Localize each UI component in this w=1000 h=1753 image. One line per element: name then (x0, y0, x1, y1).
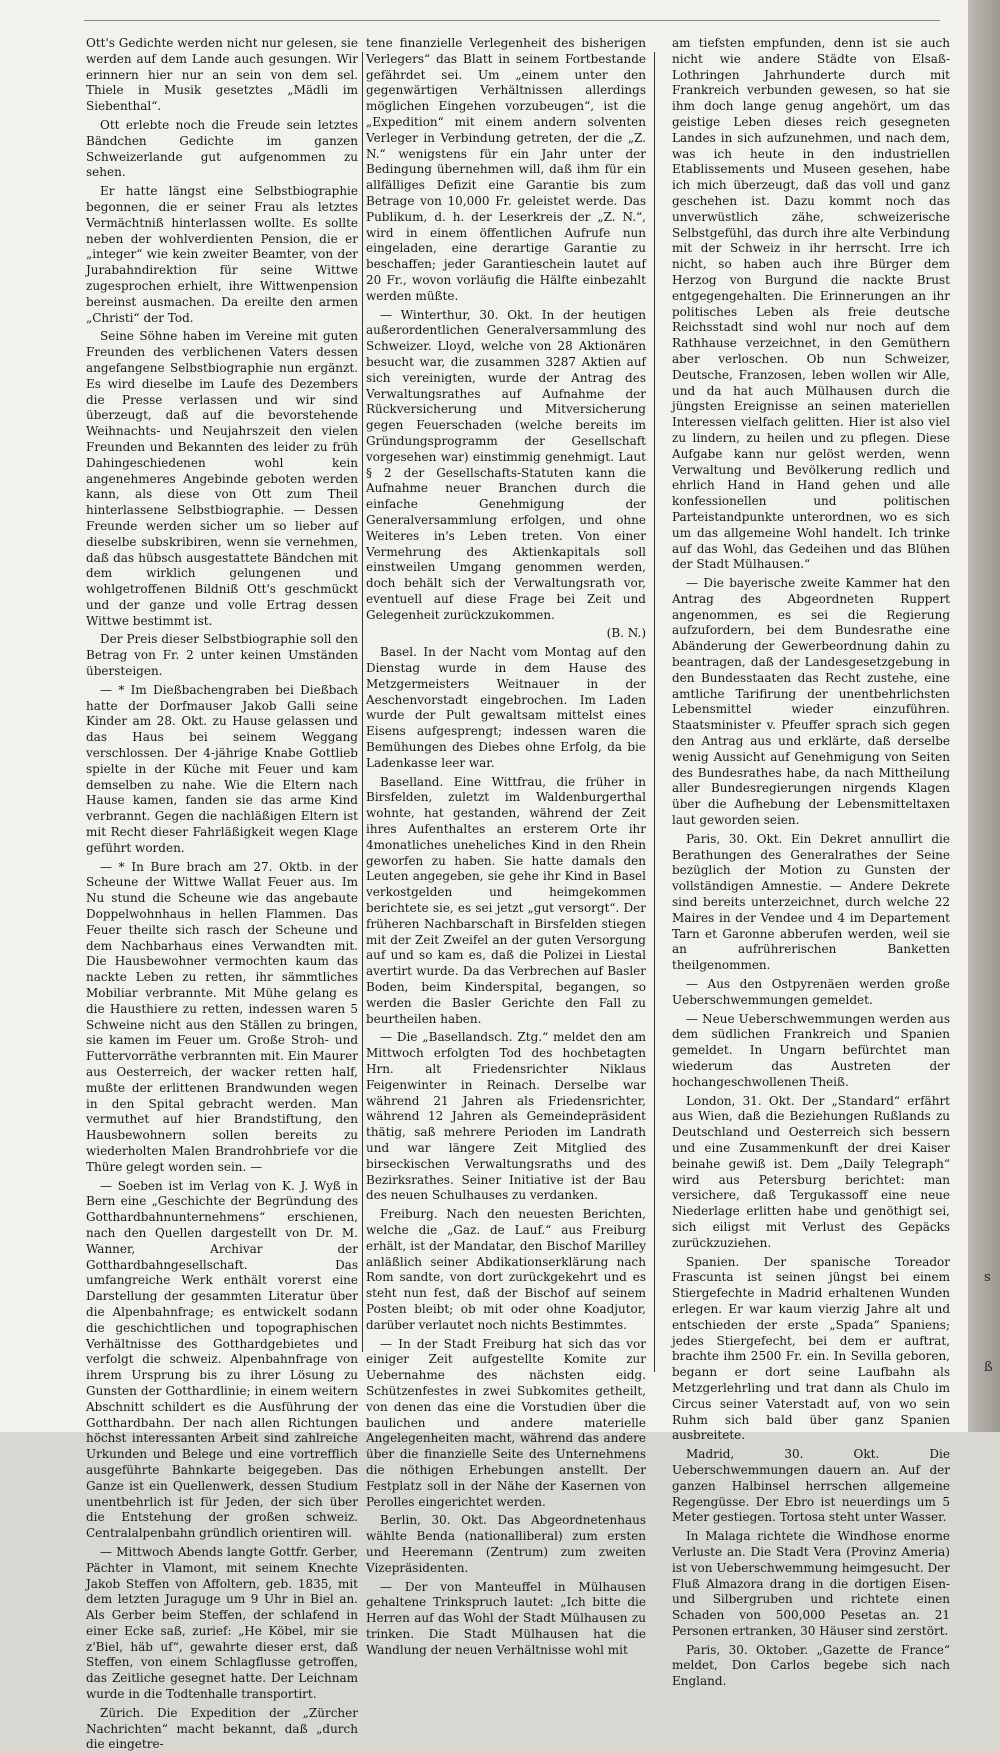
column-2-paragraph: — In der Stadt Freiburg hat sich das vor einiger Zeit aufgestellte Komite zur Uebernahme des nächsten eidg. Schützenfestes in zwei Subkomites getheilt, von denen das eine die Vorstudien über die baulichen und andere materielle Angelegenheiten macht, während das andere über die finanzielle Seite des Unternehmens die nöthigen Erhebungen anstellt. Der Festplatz soll in der Nähe der Kasernen von Perolles eingerichtet werden. (366, 1336, 646, 1509)
column-2-paragraph: — Die „Basellandsch. Ztg.“ meldet den am Mittwoch erfolgten Tod des hochbetagten Hrn. alt Friedensrichter Niklaus Feigenwinter in Reinach. Derselbe war während 21 Jahren als Friedensrichter, während 12 Jahren als Gemeindepräsident thätig, saß mehrere Perioden im Landrath und war längere Zeit Mitglied des birseckischen Verwaltungsraths und des Bezirksrathes. Seiner Initiative ist der Bau des neuen Schulhauses zu verdanken. (366, 1030, 646, 1203)
edge-mark: ß (984, 1360, 993, 1375)
column-3-paragraph: — Aus den Ostpyrenäen werden große Ueberschwemmungen gemeldet. (672, 977, 950, 1007)
column-2-paragraph: Basel. In der Nacht vom Montag auf den Dienstag wurde in dem Hause des Metzgermeisters Weitnauer in der Aeschenvorstadt eingebrochen. Im Laden wurde der Pult gewaltsam mittelst eines Eisens aufgesprengt; indessen waren die Bemühungen des Diebes ohne Erfolg, da bie Ladenkasse leer war. (366, 645, 646, 770)
column-3 (672, 36, 950, 1689)
page-edge-shadow (968, 0, 1000, 1432)
column-1-paragraph: — * Im Dießbachengraben bei Dießbach hatte der Dorfmauser Jakob Galli seine Kinder am 28. Okt. zu Hause gelassen und das Haus bei seinem Weggang verschlossen. Der 4-jährige Knabe Gottlieb spielte in der Küche mit Feuer und kam demselben zu nahe. Wie die Eltern nach Hause kamen, fanden sie das arme Kind verbrannt. Gegen die nachläßigen Eltern ist mit Recht dieser Fahrläßigkeit wegen Klage geführt worden. (86, 682, 358, 855)
column-1-paragraph: Ott erlebte noch die Freude sein letztes Bändchen Gedichte im ganzen Schweizerlande gut aufgenommen zu sehen. (86, 117, 358, 180)
column-2-paragraph: — Der von Manteuffel in Mülhausen gehaltene Trinkspruch lautet: „Ich bitte die Herren auf das Wohl der Stadt Mülhausen zu trinken. Die Stadt Mülhausen hat die Wandlung der neuen Verhältnisse wohl mit (366, 1579, 646, 1657)
column-2-paragraph: Baselland. Eine Wittfrau, die früher in Birsfelden, zuletzt im Waldenburgerthal wohnte, hat gestanden, während der Zeit ihres Aufenthaltes an ersterem Orte ihr 4monatliches uneheliches Kind in den Rhein geworfen zu haben. Sie hatte damals den Leuten angegeben, sie gehe ihr Kind in Basel verkostgelden und heimgekommen berichtete sie, es sei jetzt „gut versorgt“. Der früheren Nachbarschaft in Birsfelden stiegen mit der Zeit Zweifel an der guten Versorgung auf und so kam es, daß die Polizei in Liestal avertirt wurde. Da das Verbrechen auf Basler Boden, beim Kinderspital, begangen, so werden die Basler Gerichte den Fall zu beurtheilen haben. (366, 774, 646, 1026)
column-2 (366, 36, 646, 1657)
column-1 (86, 36, 358, 1752)
column-2-paragraph: tene finanzielle Verlegenheit des bisherigen Verlegers“ das Blatt in seinem Fortbestande gefährdet sei. Um „einem unter den gegenwärtigen Verhältnissen allerdings möglichen Eingehen vorzubeugen“, ist die „Expedition“ mit einem andern solventen Verleger in Verbindung getreten, der die „Z. N.“ wenigstens für ein Jahr unter der Bedingung übernehmen will, daß ihm für ein allfälliges Defizit eine Garantie bis zum Betrage von 10,000 Fr. geleistet werde. Das Publikum, d. h. der Leserkreis der „Z. N.“, wird in einem öffentlichen Aufrufe nun eingeladen, eine derartige Garantie zu beschaffen; jeder Garantieschein lautet auf 20 Fr., wovon vorläufig die Hälfte einbezahlt werden müßte. (366, 36, 646, 303)
column-2-paragraph: — Winterthur, 30. Okt. In der heutigen außerordentlichen Generalversammlung des Schweizer. Lloyd, welche von 28 Aktionären besucht war, die zusammen 3287 Aktien auf sich vereinigten, wurde der Antrag des Verwaltungsrathes auf Aufnahme der Rückversicherung und Mitversicherung gegen Feuerschaden (welche bereits im Gründungsprogramm der Gesellschaft vorgesehen war) einstimmig genehmigt. Laut § 2 der Gesellschafts-Statuten kann die Aufnahme neuer Branchen durch die einfache Genehmigung der Generalversammlung erfolgen, und ohne Weiteres in's Leben treten. Von einer Vermehrung des Aktienkapitals soll einstweilen Umgang genommen werden, doch behält sich der Verwaltungsrath vor, eventuell auf diese Frage bei Zeit und Gelegenheit zurückzukommen. (366, 307, 646, 622)
column-1-paragraph: — * In Bure brach am 27. Oktb. in der Scheune der Wittwe Wallat Feuer aus. Im Nu stund die Scheune wie das angebaute Doppelwohnhaus in hellen Flammen. Das Feuer theilte sich rasch der Scheune und dem Nachbarhaus eines Verwandten mit. Die Hausbewohner vermochten kaum das nackte Leben zu retten, ihr sämmtliches Mobiliar verbrannte. Mit Mühe gelang es die Hausthiere zu retten, indessen waren 5 Schweine nicht aus den Ställen zu bringen, sie kamen im Feuer um. Große Stroh- und Futtervorräthe verbrannten mit. Ein Maurer aus Oesterreich, der wacker retten half, mußte der erlittenen Brandwunden wegen in den Spital gebracht werden. Man vermuthet auf hier Brandstiftung, den Hausbewohnern sollen bereits zu wiederholten Malen Brandrohbriefe vor die Thüre gelegt worden sein. — (86, 859, 358, 1174)
edge-mark: s (984, 1270, 991, 1285)
column-1-paragraph: Seine Söhne haben im Vereine mit guten Freunden des verblichenen Vaters dessen angefangene Selbstbiographie nun ergänzt. Es wird dieselbe im Laufe des Dezembers die Presse verlassen und wir sind überzeugt, daß auf die bevorstehende Weihnachts- und Neujahrszeit den vielen Freunden und Bekannten des leider zu früh Dahingeschiedenen wohl kein angenehmeres Angebinde geboten werden kann, als diese von Ott zum Theil hinterlassene Selbstbiographie. — Dessen Freunde werden sicher um so lieber auf dieselbe subskribiren, wenn sie vernehmen, daß das hübsch ausgestattete Bändchen mit dem wirklich gelungenen und wohlgetroffenen Bildniß Ott's geschmückt und der ganze und volle Ertrag dessen Wittwe bestimmt ist. (86, 329, 358, 628)
column-1-paragraph: Er hatte längst eine Selbstbiographie begonnen, die er seiner Frau als letztes Vermächtniß hinterlassen wollte. Es sollte neben der wohlverdienten Pension, die er „integer“ wie kein zweiter Beamter, von der Jurabahndirektion für seine Wittwe zugesprochen erhielt, ihre Wittwenpension bereinst ausmachen. Da ereilte den armen „Christi“ der Tod. (86, 184, 358, 325)
top-rule (84, 20, 940, 21)
column-3-paragraph: — Die bayerische zweite Kammer hat den Antrag des Abgeordneten Ruppert angenommen, es sei die Regierung aufzufordern, bei dem Bundesrathe eine Abänderung der Gewerbeordnung dahin zu beantragen, daß der Landesgesetzgebung in den Bundesstaaten das Recht zustehe, eine amtliche Tarifirung der unentbehrlichsten Lebensmittel wieder einzuführen. Staatsminister v. Pfeuffer sprach sich gegen den Antrag aus und erklärte, daß derselbe wenig Aussicht auf Genehmigung von Seiten des Bundesrathes habe, da nach Mittheilung aller Bundesregierungen nirgends Klagen über die Aufhebung der Lebensmitteltaxen laut geworden seien. (672, 576, 950, 828)
column-3-paragraph: Paris, 30. Oktober. „Gazette de France“ meldet, Don Carlos begebe sich nach England. (672, 1642, 950, 1689)
column-3-paragraph: — Neue Ueberschwemmungen werden aus dem südlichen Frankreich und Spanien gemeldet. In Ungarn befürchtet man wiederum das Austreten der hochangeschwollenen Theiß. (672, 1011, 950, 1089)
column-divider (654, 52, 655, 1372)
column-1-paragraph: — Soeben ist im Verlag von K. J. Wyß in Bern eine „Geschichte der Begründung des Gotthardbahnunternehmens“ erschienen, nach den Quellen dargestellt von Dr. M. Wanner, Archivar der Gotthardbahngesellschaft. Das umfangreiche Werk enthält vorerst eine Darstellung der gesammten Literatur über die Alpenbahnfrage; es entwickelt sodann die geschichtlichen und topographischen Verhältnisse des Gotthardgebietes und verfolgt die schweiz. Alpenbahnfrage von ihrem Ursprung bis zu ihrer Lösung zu Gunsten der Gotthardlinie; in einem weitern Abschnitt schildert es die Ausführung der Gotthardbahn. Der nach allen Richtungen höchst interessanten Arbeit sind zahlreiche Urkunden und Belege und eine vortrefflich ausgeführte Bahnkarte beigegeben. Das Ganze ist ein Quellenwerk, dessen Studium unentbehrlich ist für Jeden, der sich über die Entstehung der großen schweiz. Centralalpenbahn gründlich orientiren will. (86, 1178, 358, 1541)
column-3-paragraph: Madrid, 30. Okt. Die Ueberschwemmungen dauern an. Auf der ganzen Halbinsel herrschen allgemeine Regengüsse. Der Ebro ist neuerdings um 5 Meter gestiegen. Tortosa steht unter Wasser. (672, 1447, 950, 1525)
column-3-paragraph: In Malaga richtete die Windhose enorme Verluste an. Die Stadt Vera (Provinz Ameria) ist von Ueberschwemmung heimgesucht. Der Fluß Almazora drang in die dortigen Eisen- und Silbergruben und richtete einen Schaden von 500,000 Pesetas an. 21 Personen ertranken, 30 Häuser sind zerstört. (672, 1529, 950, 1638)
column-1-paragraph: Zürich. Die Expedition der „Zürcher Nachrichten“ macht bekannt, daß „durch die eingetre- (86, 1705, 358, 1752)
column-2-paragraph: Freiburg. Nach den neuesten Berichten, welche die „Gaz. de Lauf.“ aus Freiburg erhält, ist der Mandatar, den Bischof Marilley anläßlich seiner Abdikationserklärung nach Rom sandte, von dort zurückgekehrt und es steht nun fest, daß der Bischof auf seinem Posten bleibt; ob mit oder ohne Koadjutor, darüber verlautet noch nichts Bestimmtes. (366, 1207, 646, 1332)
column-1-paragraph: Der Preis dieser Selbstbiographie soll den Betrag von Fr. 2 unter keinen Umständen übersteigen. (86, 632, 358, 679)
column-3-paragraph: London, 31. Okt. Der „Standard“ erfährt aus Wien, daß die Beziehungen Rußlands zu Deutschland und Oesterreich sich bessern und eine Zusammenkunft der drei Kaiser beinahe gewiß ist. Dem „Daily Telegraph“ wird aus Petersburg berichtet: man versichere, daß Tergukassoff eine neue Niederlage erlitten habe und genöthigt sei, sich eiligst mit Verlust des Gepäcks zurückzuziehen. (672, 1093, 950, 1250)
source-credit: (B. N.) (606, 626, 646, 641)
column-1-paragraph: Ott's Gedichte werden nicht nur gelesen, sie werden auf dem Lande auch gesungen. Wir erinnern hier nur an sein von dem sel. Thiele in Musik gesetztes „Mädli im Siebenthal“. (86, 36, 358, 114)
column-1-paragraph: — Mittwoch Abends langte Gottfr. Gerber, Pächter in Vlamont, mit seinem Knechte Jakob Steffen von Affoltern, geb. 1835, mit dem letzten Juraguge um 9 Uhr in Biel an. Als Gerber beim Steffen, der schlafend in einer Ecke saß, zurief: „He Köbel, mir sie z'Biel, häb uf“, gewahrte dieser erst, daß Steffen, von einem Schlagflusse getroffen, das Zeitliche gesegnet hatte. Der Leichnam wurde in die Todtenhalle transportirt. (86, 1544, 358, 1702)
column-3-paragraph: Paris, 30. Okt. Ein Dekret annullirt die Berathungen des Generalrathes der Seine bezüglich der Motion zu Gunsten der vollständigen Amnestie. — Andere Dekrete sind bereits unterzeichnet, durch welche 22 Maires in der Vendee und 4 im Departement Tarn et Garonne abberufen werden, weil sie an aufrührerischen Banketten theilgenommen. (672, 831, 950, 973)
column-3-paragraph: Spanien. Der spanische Toreador Frascunta ist seinen jüngst bei einem Stiergefechte in Madrid erhaltenen Wunden erlegen. Er war kaum vierzig Jahre alt und entschieden der erste „Spada“ Spaniens; jedes Stiergefecht, bei dem er auftrat, brachte ihm 2500 Fr. ein. In Sevilla geboren, begann er dort seine Laufbahn als Metzgerlehrling und trat dann als Chulo im Circus seiner Vaterstadt auf, von wo sein Ruhm sich bald über ganz Spanien ausbreitete. (672, 1254, 950, 1443)
column-divider (362, 52, 363, 1352)
column-2-paragraph: Berlin, 30. Okt. Das Abgeordnetenhaus wählte Benda (nationalliberal) zum ersten und Heeremann (Zentrum) zum zweiten Vizepräsidenten. (366, 1513, 646, 1575)
column-3-paragraph: am tiefsten empfunden, denn ist sie auch nicht wie andere Städte von Elsaß-Lothringen Jahrhunderte durch mit Frankreich verbunden gewesen, so hat sie ihm doch lange genug angehört, um das geistige Leben dieses reich gesegneten Landes in sich aufzunehmen, und nach dem, was ich heute in den industriellen Etablissements und Museen gesehen, habe ich mich überzeugt, daß das voll und ganz geschehen ist. Dazu kommt noch das unverwüstlich zähe, schweizerische Selbstgefühl, das durch ihre alte Verbindung mit der Schweiz in ihr herrscht. Irre ich nicht, so haben auch ihre Bürger dem Herzog von Burgund die nackte Brust entgegengehalten. Die Erinnerungen an ihr politisches Leben als freie deutsche Reichsstadt sind wohl nur noch auf dem Rathhause verzeichnet, in den Gemüthern aber verloschen. Ob nun Schweizer, Deutsche, Franzosen, leben wollen wir Alle, und da hat auch Mülhausen durch die jüngsten Ereignisse an seinen materiellen Interessen vielfach gelitten. Hier ist also viel zu lindern, zu heilen und zu pflegen. Diese Aufgabe kann nur gelöst werden, wenn Verwaltung und Bevölkerung redlich und ehrlich Hand in Hand gehen und alle konfessionellen und politischen Parteistandpunkte unterordnen, wo es sich um das allgemeine Wohl handelt. Ich trinke auf das Wohl, das Gedeihen und das Blühen der Stadt Mülhausen.“ (672, 36, 950, 572)
